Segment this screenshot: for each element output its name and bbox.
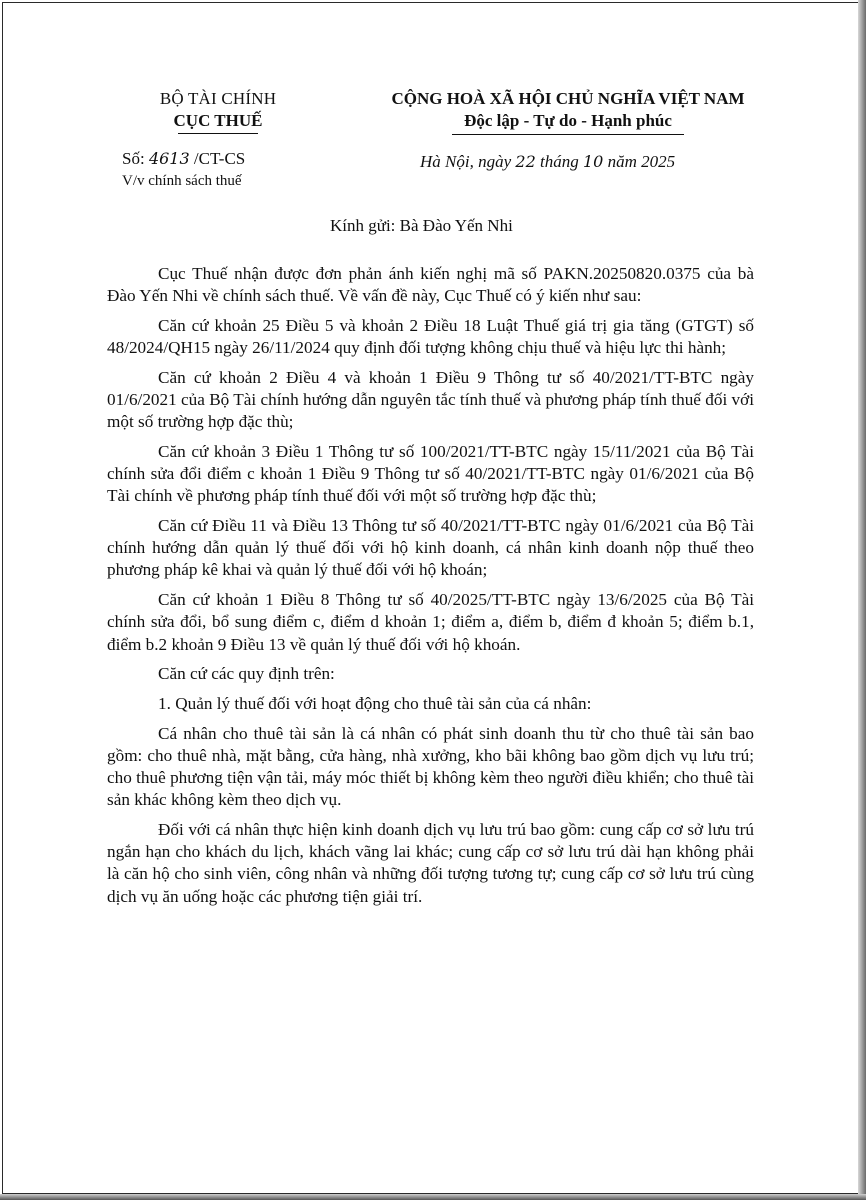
section-heading: 1. Quản lý thuế đối với hoạt động cho thuê tài sản của cá nhân:	[158, 693, 592, 713]
document-number	[122, 148, 245, 170]
body-paragraph: Căn cứ khoản 2 Điều 4 và khoản 1 Điều 9 Thông tư số 40/2021/TT-BTC ngày 01/6/2021 của Bộ Tài chính hướng dẫn nguyên tắc tính thuế và phương pháp tính thuế đối với một số trường hợp đặc thù;	[107, 367, 754, 432]
motto-underline	[452, 134, 684, 135]
issuer-block	[118, 88, 318, 134]
date-month: 10	[582, 152, 604, 171]
national-motto: Độc lập - Tự do - Hạnh phúc	[464, 111, 672, 130]
doc-number-suffix: /CT-CS	[193, 149, 246, 168]
body-paragraph: Đối với cá nhân thực hiện kinh doanh dịch vụ lưu trú bao gồm: cung cấp cơ sở lưu trú ngắn hạn cho khách du lịch, khách vãng lai khác; cung cấp cơ sở lưu trú dài hạn không phải là căn hộ cho sinh viên, công nhân và những đối tượng tương tự; cung cấp cơ sở lưu trú cùng dịch vụ ăn uống hoặc các phương tiện giải trí.	[107, 819, 754, 906]
salutation: Kính gửi: Bà Đào Yến Nhi	[330, 216, 513, 235]
date-year: năm 2025	[607, 152, 676, 171]
agency-name: CỤC THUẾ	[173, 111, 263, 130]
body-paragraph: Cục Thuế nhận được đơn phản ánh kiến nghị mã số PAKN.20250820.0375 của bà Đào Yến Nhi về chính sách thuế. Về vấn đề này, Cục Thuế có ý kiến như sau:	[107, 264, 754, 306]
agency-underline	[178, 133, 258, 134]
date-month-label: tháng	[540, 152, 579, 171]
doc-number-handwritten: 4613	[148, 149, 190, 168]
date-line	[420, 151, 675, 173]
body-paragraph: Căn cứ khoản 3 Điều 1 Thông tư số 100/2021/TT-BTC ngày 15/11/2021 của Bộ Tài chính sửa đổi điểm c khoản 1 Điều 9 Thông tư số 40/2021/TT-BTC ngày 01/6/2021 của Bộ Tài chính về phương pháp tính thuế đối với một số trường hợp đặc thù;	[107, 441, 754, 506]
date-day: 22	[515, 152, 536, 171]
document-subject: V/v chính sách thuế	[122, 173, 242, 189]
scan-edge-shadow	[858, 0, 866, 1200]
ministry-name: BỘ TÀI CHÍNH	[159, 89, 277, 108]
national-header	[376, 88, 760, 135]
body-paragraph: Căn cứ Điều 11 và Điều 13 Thông tư số 40/2021/TT-BTC ngày 01/6/2021 của Bộ Tài chính hướng dẫn quản lý thuế đối với hộ kinh doanh, cá nhân kinh doanh nộp thuế theo phương pháp kê khai và quản lý thuế đối với hộ khoán;	[107, 516, 754, 580]
body-paragraph: Căn cứ khoản 1 Điều 8 Thông tư số 40/2025/TT-BTC ngày 13/6/2025 của Bộ Tài chính sửa đổi, bổ sung điểm c, điểm d khoản 1; điểm a, điểm b, điểm đ khoản 5; điểm b.1, điểm b.2 khoản 9 Điều 13 về quản lý thuế đối với hộ khoán.	[107, 590, 754, 654]
body-paragraph: Cá nhân cho thuê tài sản là cá nhân có phát sinh doanh thu từ cho thuê tài sản bao gồm: cho thuê nhà, mặt bằng, cửa hàng, nhà xưởng, kho bãi không bao gồm dịch vụ lưu trú; cho thuê phương tiện vận tải, máy móc thiết bị không kèm theo người điều khiển; cho thuê tài sản khác không kèm theo dịch vụ.	[107, 723, 754, 810]
letter-body	[107, 263, 754, 915]
national-title: CỘNG HOÀ XÃ HỘI CHỦ NGHĨA VIỆT NAM	[391, 89, 745, 108]
doc-number-prefix: Số:	[122, 149, 145, 168]
body-paragraph: Căn cứ các quy định trên:	[158, 664, 335, 684]
body-paragraph: Căn cứ khoản 25 Điều 5 và khoản 2 Điều 18 Luật Thuế giá trị gia tăng (GTGT) số 48/2024/QH15 ngày 26/11/2024 quy định đối tượng không chịu thuế và hiệu lực thi hành;	[107, 315, 754, 358]
scan-bottom-shadow	[0, 1194, 866, 1200]
date-place: Hà Nội, ngày	[420, 152, 512, 171]
